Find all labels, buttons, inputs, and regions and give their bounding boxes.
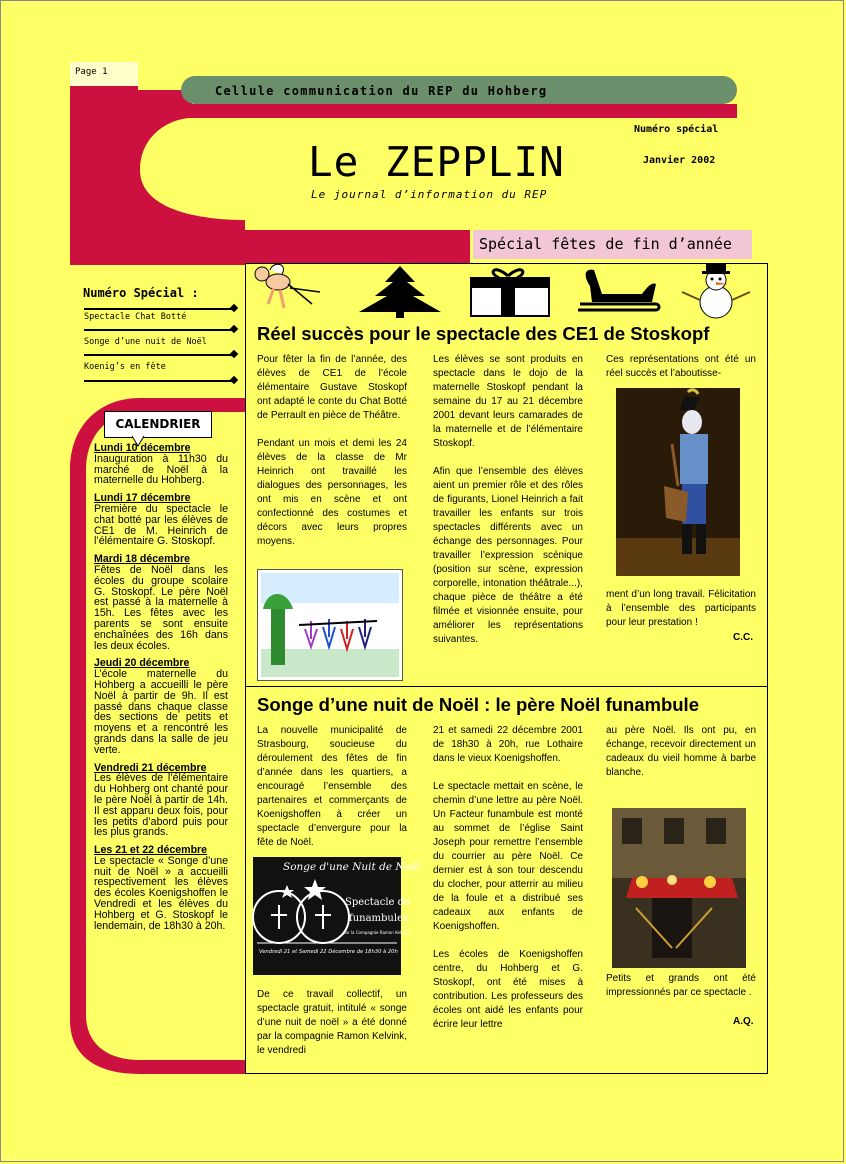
- sidebar-item-koenigs[interactable]: Koenig’s en fête: [84, 362, 166, 372]
- calendar-date: Lundi 17 décembre: [94, 492, 191, 505]
- paragraph: au père Noël. Ils ont pu, en échange, recevoir directement un cadeaux du vieil homme à barbe blanche.: [606, 725, 756, 778]
- article1-headline: Réel succès pour le spectacle des CE1 de Stoskopf: [257, 323, 710, 344]
- gift-icon: [465, 264, 555, 319]
- calendar-date: Les 21 et 22 décembre: [94, 844, 208, 857]
- article2-col1: [257, 724, 407, 850]
- paragraph: Petits et grands ont été impressionnés par ce spectacle .: [606, 973, 756, 998]
- paragraph: Les écoles de Koenigshoffen centre, du Hohberg et G. Stoskopf, ont été mises à contribution. Les professeurs des écoles ont aidé les enfants pour écrire leur lettre: [433, 949, 583, 1030]
- christmas-tree-icon: [355, 264, 445, 319]
- sidebar-divider: [84, 380, 234, 382]
- paragraph: La nouvelle municipalité de Strasbourg, soucieuse du déroulement des fêtes de fin d’année dans les quartiers, a encouragé l’ensemble des partenaires et commerçants de Koenigshoffen à créer un spectacle d’envergure pour la fête de Noël.: [257, 725, 407, 848]
- calendar-date: Lundi 10 décembre: [94, 442, 191, 454]
- cherub-icon: [250, 264, 330, 319]
- page-number: Page 1: [70, 62, 138, 86]
- calendar-date: Mardi 18 décembre: [94, 553, 190, 566]
- article2-col3: [606, 724, 756, 780]
- poster-line2: funambules: [349, 913, 409, 924]
- sidebar-item-chat-botte[interactable]: Spectacle Chat Botté: [84, 312, 187, 322]
- calendar-text: Les élèves de l’élémentaire du Hohberg ont chanté pour le père Noël à partir de 14h. Il est apparu deux fois, pour les petits d’abord puis pour les plus grands.: [94, 772, 228, 839]
- sidebar-divider: [84, 308, 234, 310]
- newspaper-title: Le ZEPPLIN: [308, 138, 565, 186]
- article2-signature: A.Q.: [733, 1016, 754, 1027]
- calendar-text: Le spectacle « Songe d’une nuit de Noël » a accueilli respectivement les élèves des écoles Koenigshoffen le Vendredi et les élèves du Hohberg et G. Stoskopf le lendemain, de 18h30 à 20h.: [94, 854, 228, 932]
- calendar-text: Inauguration à 11h30 du marché de Noël à la maternelle du Hohberg.: [94, 452, 228, 487]
- calendar-date: Vendredi 21 décembre: [94, 761, 207, 774]
- paragraph: Pendant un mois et demi les 24 élèves de la classe de Mr Heinrich ont travaillé les dialogues des personnages, les ont mis en scène et ont confectionné des costumes et décors avec leurs propres moyens.: [257, 438, 407, 547]
- paragraph: De ce travail collectif, un spectacle gratuit, intitulé « songe d’une nuit de noël » a été donné par la compagnie Ramon Kelvink, le vendredi: [257, 989, 407, 1056]
- special-title: Spécial fêtes de fin d’année: [479, 235, 732, 253]
- paragraph: Afin que l’ensemble des élèves aient un premier rôle et des rôles de figurants, Lionel Heinrich a fait travailler les enfants sur trois spectacles différents avec un échange des personnages. Pour travailler l’expression scénique (position sur scène, expression corporelle, intonation théâtrale...), chaque pièce de théâtre a été filmée et visionnée ensuite, pour améliorer les représentations suivantes.: [433, 466, 583, 645]
- banner-text: Cellule communication du REP du Hohberg: [215, 84, 548, 98]
- poster-dates: Vendredi 21 et Samedi 22 Décembre de 18h30 à 20h: [259, 949, 398, 955]
- issue-date: Janvier 2002: [643, 155, 716, 166]
- article1-col2: [433, 353, 583, 647]
- paragraph: Le spectacle mettait en scène, le chemin d’une lettre au père Noël. Un Facteur funambule est monté au sommet de l’église Saint Joseph pour remettre l’ensemble du courrier au père Noël. Ce dernier est à son tour descendu du clocher, pour atterrir au milieu de la foule et a distribué ses cadeaux aux enfants de Koenigshoffen.: [433, 781, 583, 932]
- santa-sleigh-photo: [612, 808, 746, 968]
- calendar-list: [94, 443, 228, 931]
- article1-col1: [257, 353, 407, 549]
- calendar-label: CALENDRIER: [104, 411, 212, 438]
- calendar-text: L’école maternelle du Hohberg a accueilli le père Noël à partir de 9h. Il est passé dans chaque classe des sections de petits et moyens et a rencontré les grands dans la salle de jeu verte.: [94, 668, 228, 756]
- calendar-date: Jeudi 20 décembre: [94, 657, 190, 670]
- issue-label: Numéro spécial: [634, 124, 719, 135]
- paragraph: Ces représentations ont été un réel succès et l’aboutisse-: [606, 354, 756, 379]
- sidebar-divider: [84, 354, 234, 356]
- paragraph: ment d’un long travail. Félicitation à l’ensemble des participants pour leur prestation !: [606, 589, 756, 628]
- sleigh-icon: [572, 264, 662, 319]
- paragraph: Pour fêter la fin de l’année, des élèves de CE1 de l’école élémentaire Gustave Stoskopf ont adapté le conte du Chat Botté de Perrault en pièce de Théâtre.: [257, 354, 407, 421]
- calendar-text: Fêtes de Noël dans les écoles du groupe scolaire G. Stoskopf. Le père Noël est passé à la maternelle à 15h. Les fêtes avec les parents se sont ensuite enchaînées des 16h dans les deux écoles.: [94, 563, 228, 652]
- poster-small: par la Compagnie Ramon Kelvink: [343, 930, 410, 935]
- calendar-text: Première du spectacle le chat botté par les élèves de CE1 de M. Heinrich de l’élémentaire G. Stoskopf.: [94, 502, 228, 548]
- newspaper-subtitle: Le journal d’information du REP: [311, 188, 548, 201]
- article-divider: [245, 686, 768, 687]
- sidebar-divider: [84, 329, 234, 331]
- article1-signature: C.C.: [733, 632, 753, 643]
- sidebar-item-songe[interactable]: Songe d’une nuit de Noël: [84, 337, 207, 347]
- poster-title: Songe d'une Nuit de Noël: [283, 861, 421, 873]
- paragraph: Les élèves se sont produits en spectacle dans le dojo de la maternelle Stoskopf pendant la semaine du 17 au 21 décembre 2001 devant leurs camarades de la maternelle et de l’élémentaire Stoskopf.: [433, 354, 583, 449]
- poster-line1: Spectacle de: [345, 897, 410, 908]
- article2-col1-end: [257, 988, 407, 1058]
- article1-col3-end: [606, 588, 756, 630]
- show-poster: [253, 857, 421, 975]
- article2-col2: [433, 724, 583, 1032]
- puss-in-boots-photo: [616, 388, 740, 576]
- paragraph: 21 et samedi 22 décembre 2001 de 18h30 à 20h, rue Lothaire dans le vieux Koenigshoffen.: [433, 725, 583, 764]
- children-drawing: [257, 569, 403, 681]
- snowman-icon: [676, 262, 756, 320]
- sidebar-title: Numéro Spécial :: [83, 286, 199, 300]
- article1-col3: [606, 353, 756, 381]
- article2-headline: Songe d’une nuit de Noël : le père Noël funambule: [257, 694, 699, 715]
- article2-col3-end: [606, 972, 756, 1000]
